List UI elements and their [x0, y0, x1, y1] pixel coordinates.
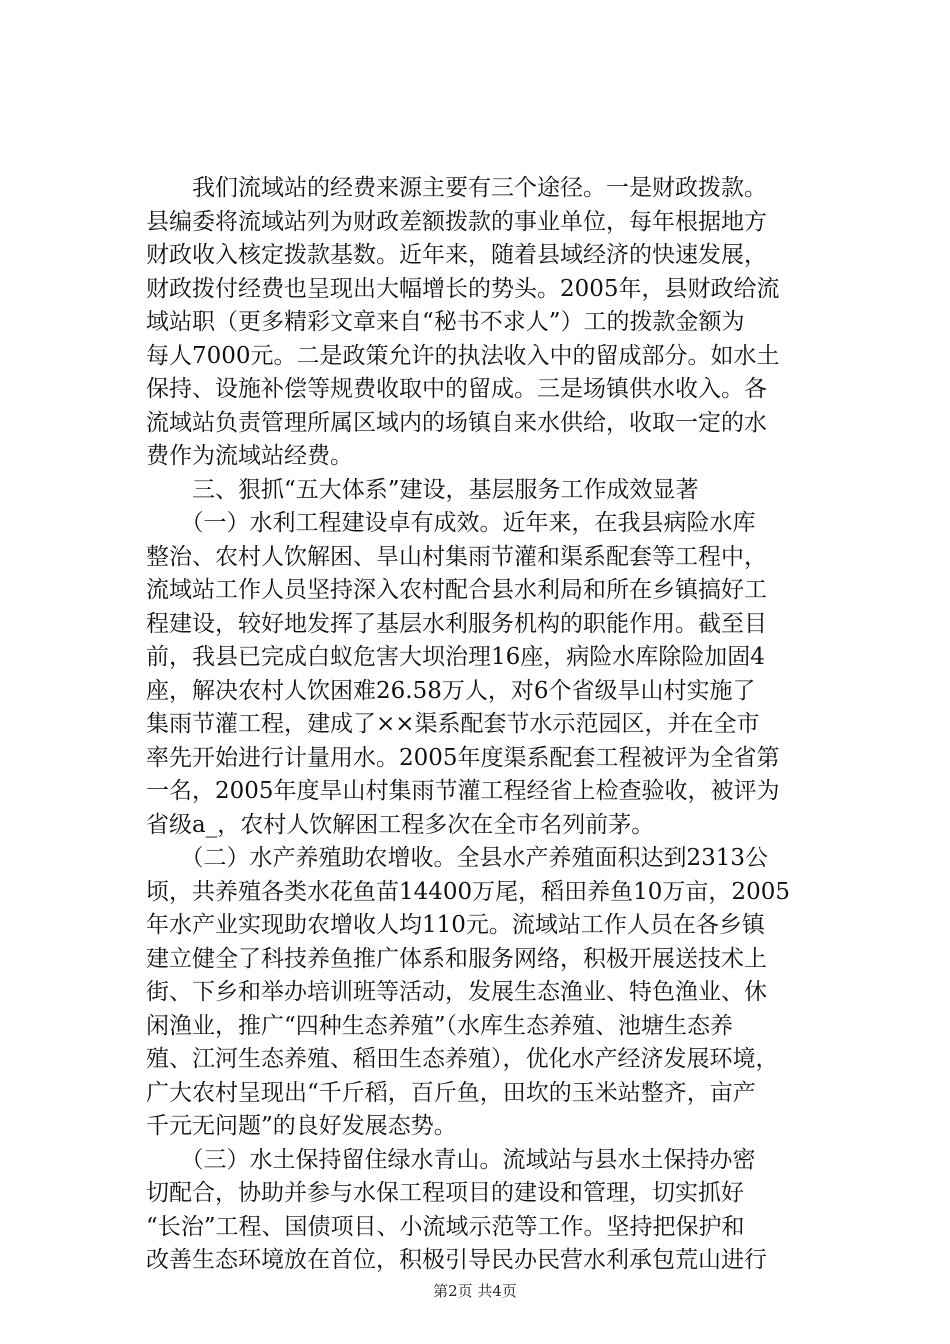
text-line: 省级a_，农村人饮解困工程多次在全市名列前茅。 — [146, 811, 655, 838]
text-line: 街、下乡和举办培训班等活动，发展生态渔业、特色渔业、休 — [146, 979, 767, 1005]
text-line: 改善生态环境放在首位，积极引导民办民营水利承包荒山进行 — [146, 1247, 767, 1273]
text-line: 整治、农村人饮解困、旱山村集雨节灌和渠系配套等工程中， — [146, 543, 767, 570]
text-line: 殖、江河生态养殖、稻田生态养殖），优化水产经济发展环境， — [146, 1046, 779, 1072]
text-line: （二）水产养殖助农增收。全县水产养殖面积达到2313公 — [146, 845, 769, 871]
text-line: 财政收入核定拨款基数。近年来，随着县域经济的快速发展， — [146, 242, 767, 268]
text-line: 三、狠抓“五大体系”建设，基层服务工作成效显著 — [146, 476, 699, 503]
text-line: 程建设，较好地发挥了基层水利服务机构的职能作用。截至目 — [146, 610, 767, 637]
text-line: 费作为流域站经费。 — [146, 443, 353, 469]
text-line: （一）水利工程建设卓有成效。近年来，在我县病险水库 — [146, 510, 756, 536]
text-line: 县编委将流域站列为财政差额拨款的事业单位，每年根据地方 — [146, 208, 767, 235]
text-line: 座，解决农村人饮困难26.58万人，对6个省级旱山村实施了 — [146, 677, 756, 704]
text-line: 率先开始进行计量用水。2005年度渠系配套工程被评为全省第 — [146, 744, 780, 771]
text-line: 千元无问题”的良好发展态势。 — [146, 1113, 457, 1139]
text-line: 广大农村呈现出“千斤稻，百斤鱼，田坎的玉米站整齐，亩产 — [146, 1079, 756, 1106]
text-line: 我们流域站的经费来源主要有三个途径。一是财政拨款。 — [146, 175, 767, 201]
text-line: 财政拨付经费也呈现出大幅增长的势头。2005年，县财政给流 — [146, 275, 780, 302]
text-line: 集雨节灌工程，建成了××渠系配套节水示范园区，并在全市 — [146, 711, 760, 737]
text-line: “长治”工程、国债项目、小流域示范等工作。坚持把保护和 — [146, 1213, 745, 1240]
text-line: 流域站工作人员坚持深入农村配合县水利局和所在乡镇搞好工 — [146, 577, 767, 603]
text-line: 域站职（更多精彩文章来自“秘书不求人”）工的拨款金额为 — [146, 309, 745, 335]
text-line: 每人7000元。二是政策允许的执法收入中的留成部分。如水土 — [146, 342, 780, 369]
text-line: 流域站负责管理所属区域内的场镇自来水供给，收取一定的水 — [146, 409, 767, 436]
text-line: 前，我县已完成白蚁危害大坝治理16座，病险水库除险加固4 — [146, 644, 765, 670]
document-body — [146, 172, 836, 1278]
page-footer: 第2页 共4页 — [433, 1282, 517, 1300]
text-line: （三）水土保持留住绿水青山。流域站与县水土保持办密 — [146, 1146, 756, 1173]
text-line: 建立健全了科技养鱼推广体系和服务网络，积极开展送技术上 — [146, 945, 767, 972]
text-line: 闲渔业，推广“四种生态养殖”（水库生态养殖、池塘生态养 — [146, 1012, 734, 1039]
text-line: 顷，共养殖各类水花鱼苗14400万尾，稻田养鱼10万亩，2005 — [146, 878, 790, 905]
text-line: 切配合，协助并参与水保工程项目的建设和管理，切实抓好 — [146, 1180, 744, 1206]
text-line: 保持、设施补偿等规费收取中的留成。三是场镇供水收入。各 — [146, 376, 767, 402]
text-line: 年水产业实现助农增收人均110元。流域站工作人员在各乡镇 — [146, 912, 765, 938]
text-line: 一名，2005年度旱山村集雨节灌工程经省上检查验收，被评为 — [146, 778, 780, 804]
